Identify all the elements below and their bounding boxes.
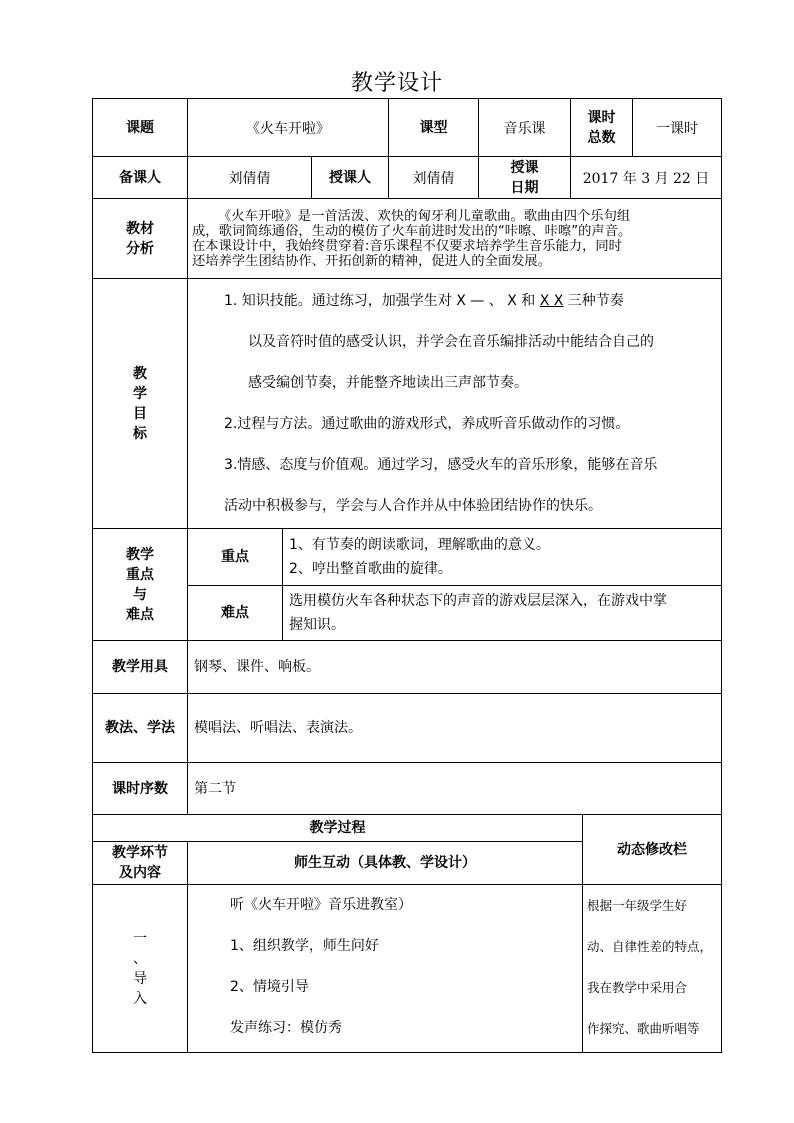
- stage-header-line1: 教学环节: [112, 845, 168, 861]
- difficulty-line: 选用模仿火车各种状态下的声音的游戏层层深入，在游戏中掌: [289, 593, 667, 609]
- goals-label: [93, 279, 188, 529]
- hours-value: 一课时: [633, 99, 722, 157]
- material-line: 《火车开啦》是一首活泼、欢快的匈牙利儿童歌曲。歌曲由四个乐句组: [218, 208, 631, 224]
- section-label: [93, 885, 188, 1053]
- rhythm-underlined: X X: [539, 292, 564, 309]
- material-line: 在本课设计中，我始终贯穿着:音乐课程不仅要求培养学生音乐能力，同时: [192, 238, 622, 254]
- note-line: 动、自律性差的特点，: [587, 939, 713, 954]
- dynamic-header: 动态修改栏: [583, 815, 722, 885]
- key-points-label-char: 与: [133, 586, 147, 603]
- section-label-char: 、: [133, 950, 147, 967]
- key-item: 2、哼出整首歌曲的旋律。: [289, 561, 452, 577]
- date-label-line2: 日期: [510, 179, 539, 196]
- difficulty-text: [283, 586, 722, 641]
- difficulty-label: 难点: [188, 586, 283, 641]
- date-value: 2017 年 3 月 22 日: [571, 157, 722, 199]
- goals-label-char: 教: [133, 365, 147, 382]
- difficulty-line: 握知识。: [289, 617, 345, 633]
- tools-label: 教学用具: [93, 641, 188, 694]
- date-label-line1: 授课: [510, 159, 539, 176]
- sequence-label: 课时序数: [93, 763, 188, 815]
- process-notes: [583, 885, 722, 1053]
- section-label-char: 导: [133, 970, 147, 987]
- material-label-line2: 分析: [126, 240, 154, 257]
- stage-header-line2: 及内容: [119, 865, 161, 881]
- stage-header: [93, 842, 188, 885]
- key-label: 重点: [188, 529, 283, 586]
- goal-3-line1: 3.情感、态度与价值观。通过学习，感受火车的音乐形象，能够在音乐: [224, 456, 658, 473]
- material-line: 还培养学生团结协作、开拓创新的精神，促进人的全面发展。: [192, 253, 552, 269]
- material-line: 成，歌词简练通俗，生动的模仿了火车前进时发出的“咔嚓、咔嚓”的声音。: [192, 223, 632, 239]
- material-text: [188, 199, 722, 279]
- goals-label-char: 标: [133, 425, 147, 442]
- key-points-label-char: 难点: [126, 606, 154, 623]
- material-label: [93, 199, 188, 279]
- hours-label-line1: 课时: [587, 109, 616, 126]
- resources-table: [92, 640, 722, 815]
- goals-text: [188, 279, 722, 529]
- key-points-label-char: 重点: [126, 566, 154, 583]
- sequence-value: 第二节: [188, 763, 722, 815]
- process-lines: [188, 885, 583, 1053]
- key-item: 1、有节奏的朗读歌词，理解歌曲的意义。: [289, 537, 550, 553]
- section-label-char: 入: [133, 990, 147, 1007]
- key-points-table: [92, 528, 722, 641]
- note-line: 根据一年级学生好: [587, 898, 688, 913]
- note-line: 我在教学中采用合: [587, 980, 688, 995]
- process-table: [92, 814, 722, 1053]
- preparer-value: 刘倩倩: [188, 157, 312, 199]
- process-line: 2、情境引导: [230, 979, 309, 995]
- note-line: 作探究、歌曲听唱等: [587, 1021, 700, 1036]
- page-title: 教学设计: [350, 71, 443, 96]
- section-label-char: 一: [133, 930, 147, 947]
- tools-value: 钢琴、课件、响板。: [188, 641, 722, 694]
- goal-2: 2.过程与方法。通过歌曲的游戏形式，养成听音乐做动作的习惯。: [224, 415, 630, 432]
- lesson-info-table: [92, 98, 722, 529]
- process-header: 教学过程: [93, 815, 583, 842]
- goals-label-char: 学: [133, 385, 147, 402]
- interaction-header: 师生互动（具体教、学设计）: [188, 842, 583, 885]
- key-items: [283, 529, 722, 586]
- goal-1-line1: 1. 知识技能。通过练习，加强学生对 X — 、 X 和 X X 三种节奏: [224, 292, 624, 309]
- process-line: 1、组织教学，师生问好: [230, 938, 379, 954]
- methods-label: 教法、学法: [93, 694, 188, 763]
- type-label: 课型: [389, 99, 479, 157]
- date-label: [479, 157, 571, 199]
- teacher-label: 授课人: [312, 157, 389, 199]
- topic-value: 《火车开啦》: [188, 99, 389, 157]
- methods-value: 模唱法、听唱法、表演法。: [188, 694, 722, 763]
- goal-3-line2: 活动中积极参与，学会与人合作并从中体验团结协作的快乐。: [224, 497, 602, 514]
- type-value: 音乐课: [479, 99, 571, 157]
- teacher-value: 刘倩倩: [389, 157, 479, 199]
- key-points-label-char: 教学: [126, 546, 154, 563]
- key-points-label: [93, 529, 188, 641]
- hours-label: [571, 99, 633, 157]
- process-line: 听《火车开啦》音乐进教室）: [230, 897, 412, 913]
- hours-label-line2: 总数: [587, 129, 616, 146]
- goal-1-line2: 以及音符时值的感受认识，并学会在音乐编排活动中能结合自己的: [248, 333, 654, 350]
- goals-label-char: 目: [133, 405, 147, 422]
- topic-label: 课题: [93, 99, 188, 157]
- material-label-line1: 教材: [126, 220, 154, 237]
- process-line: 发声练习：模仿秀: [230, 1020, 342, 1036]
- preparer-label: 备课人: [93, 157, 188, 199]
- goal-1-line3: 感受编创节奏，并能整齐地读出三声部节奏。: [248, 374, 528, 391]
